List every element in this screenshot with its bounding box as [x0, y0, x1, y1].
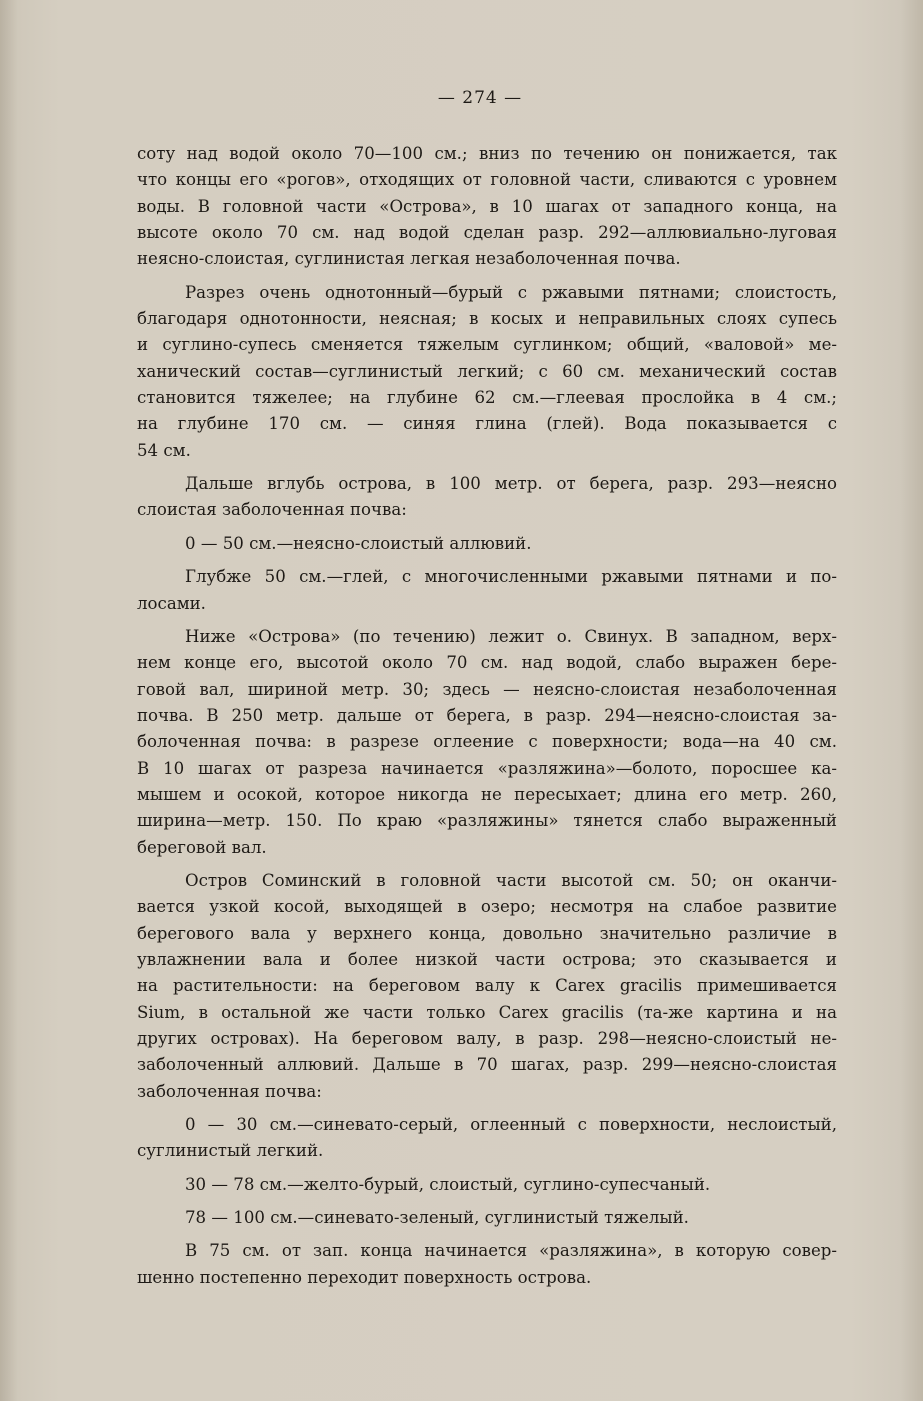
text-line: Разрез очень однотонный—бурый с ржавыми пятнами; слоистость,: [185, 282, 837, 302]
text-line: увлажнении вала и более низкой части острова; это сказывается и: [137, 949, 837, 969]
text-line: высоте около 70 см. над водой сделан разр. 292—аллювиально-луговая: [137, 223, 837, 243]
text-line: заболоченная почва:: [137, 1081, 322, 1101]
text-line: других островах). На береговом валу, в разр. 298—неясно-слоистый не-: [137, 1029, 837, 1048]
text-line: что концы его «рогов», отходящих от головной части, сливаются с уровнем: [137, 170, 837, 190]
page-number: — 274 —: [437, 88, 523, 108]
text-line: В 10 шагах от разреза начинается «разляжина»—болото, поросшее ка-: [137, 758, 837, 778]
text-line: 54 см.: [137, 440, 191, 460]
text-line: ханический состав—суглинистый легкий; с 60 см. механический состав: [137, 361, 837, 381]
text-line: Sium, в остальной же части только Carex gracilis (та-же картина и на: [137, 1002, 837, 1022]
text-line: благодаря однотонности, неясная; в косых и неправильных слоях супесь: [137, 309, 837, 329]
text-line: нем конце его, высотой около 70 см. над водой, слабо выражен бере-: [137, 653, 837, 673]
text-line: 0 — 50 см.—неясно-слоистый аллювий.: [185, 533, 532, 553]
text-line: вается узкой косой, выходящей в озеро; несмотря на слабое развитие: [137, 897, 837, 917]
text-line: 0 — 30 см.—синевато-серый, оглеенный с поверхности, неслоистый,: [185, 1115, 837, 1135]
text-line: и суглино-супесь сменяется тяжелым суглинком; общий, «валовой» ме-: [137, 335, 837, 355]
text-line: Ниже «Острова» (по течению) лежит о. Свинух. В западном, верх-: [185, 626, 837, 646]
text-line: Глубже 50 см.—глей, с многочисленными ржавыми пятнами и по-: [185, 567, 837, 587]
text-line: на растительности: на береговом валу к Carex gracilis примешивается: [137, 976, 837, 996]
text-line: Остров Соминский в головной части высотой см. 50; он оканчи-: [185, 870, 837, 890]
text-line: ширина—метр. 150. По краю «разляжины» тянется слабо выраженный: [137, 811, 837, 831]
body-text: [137, 141, 837, 1291]
text-line: соту над водой около 70—100 см.; вниз по течению он понижается, так: [137, 144, 837, 163]
text-line: заболоченный аллювий. Дальше в 70 шагах, разр. 299—неясно-слоистая: [137, 1055, 837, 1075]
text-line: становится тяжелее; на глубине 62 см.—глеевая прослойка в 4 см.;: [137, 388, 837, 408]
text-line: шенно постепенно переходит поверхность острова.: [137, 1267, 592, 1287]
text-line: воды. В головной части «Острова», в 10 шагах от западного конца, на: [137, 196, 837, 216]
text-line: суглинистый легкий.: [137, 1141, 324, 1161]
text-line: берегового вала у верхнего конца, довольно значительно различие в: [137, 923, 837, 943]
text-line: В 75 см. от зап. конца начинается «разляжина», в которую совер-: [185, 1241, 837, 1261]
text-line: слоистая заболоченная почва:: [137, 500, 407, 520]
text-line: неясно-слоистая, суглинистая легкая незаболоченная почва.: [137, 249, 681, 269]
text-line: мышем и осокой, которое никогда не пересыхает; длина его метр. 260,: [137, 784, 837, 804]
text-line: на глубине 170 см. — синяя глина (глей). Вода показывается с: [137, 414, 837, 434]
text-line: лосами.: [137, 593, 206, 613]
text-line: почва. В 250 метр. дальше от берега, в разр. 294—неясно-слоистая за-: [137, 705, 837, 725]
text-line: болоченная почва: в разрезе оглеение с поверхности; вода—на 40 см.: [137, 732, 837, 752]
text-line: Дальше вглубь острова, в 100 метр. от берега, разр. 293—неясно: [185, 474, 837, 494]
text-line: 30 — 78 см.—желто-бурый, слоистый, суглино-супесчаный.: [185, 1174, 711, 1194]
text-line: говой вал, шириной метр. 30; здесь — неясно-слоистая незаболоченная: [137, 679, 837, 699]
text-line: береговой вал.: [137, 837, 267, 857]
text-line: 78 — 100 см.—синевато-зеленый, суглинистый тяжелый.: [185, 1208, 689, 1228]
